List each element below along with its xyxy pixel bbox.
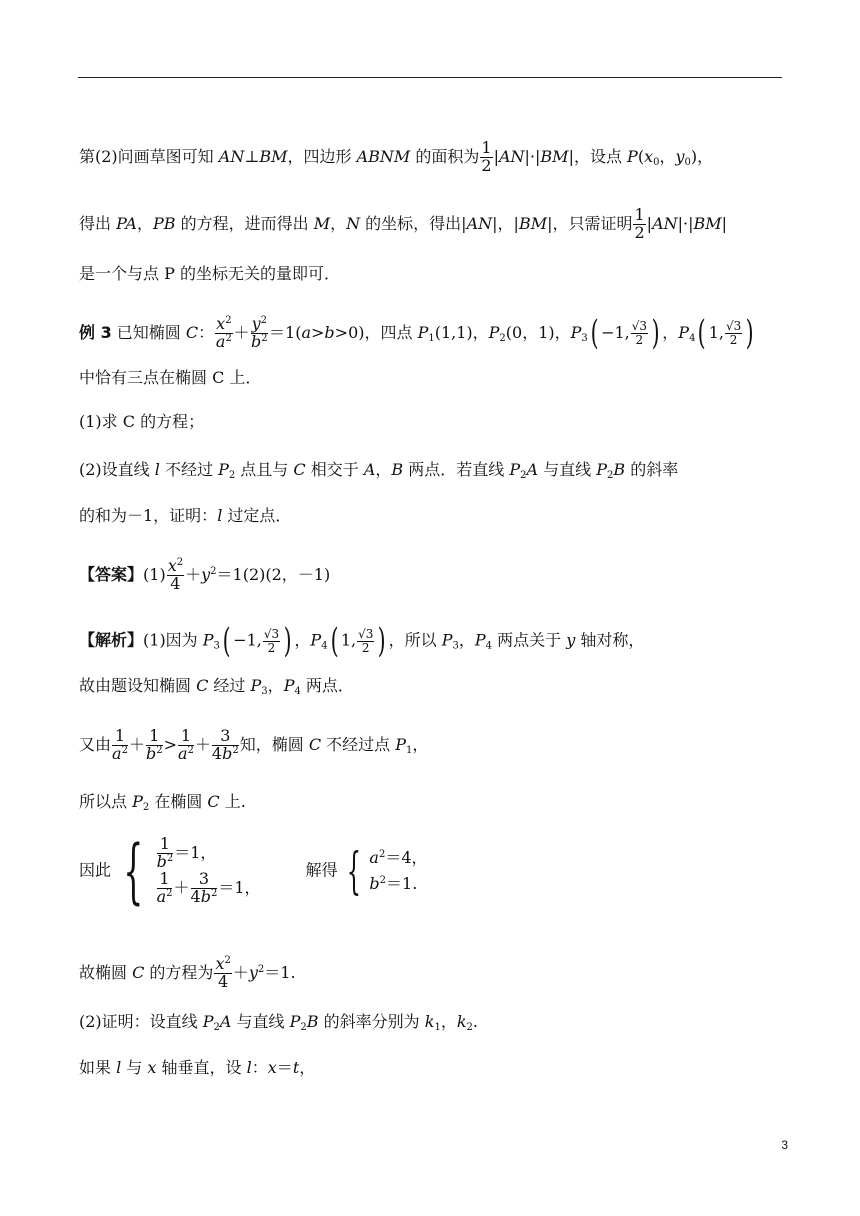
para1-line1: 第(2)问画草图可知 AN⊥BM，四边形 ABNM 的面积为 $\frac{1}{2}$ |AN|·|BM|，设点 $P(x_0$，$y_0$)， bbox=[79, 138, 714, 175]
example3-q2-line1: (2)设直线 l 不经过 $P_2$ 点且与 C 相交于 A，B 两点．若直线 $P_2A$ 与直线 $P_2B$ 的斜率 bbox=[79, 460, 679, 481]
analysis-line3: 又由 $\frac{1}{a^2}$ ＋ $\frac{1}{b^2}$ > $\frac{1}{a^2}$ ＋ $\frac{3}{4b^2}$ 知，椭圆 C 不经过点 $P_1$， bbox=[79, 726, 429, 763]
header-rule bbox=[78, 77, 782, 78]
analysis-line2: 故由题设知椭圆 C 经过 $P_3$，$P_4$ 两点． bbox=[79, 676, 354, 697]
page-number: 3 bbox=[781, 1138, 788, 1152]
analysis-line6: 故椭圆 C 的方程为 $\frac{x^2}{4}$ $+y^2=1$. bbox=[79, 954, 296, 991]
example3-q1: (1)求 C 的方程； bbox=[79, 412, 205, 431]
analysis-label: 【解析】 bbox=[79, 630, 144, 650]
analysis-line7: (2)证明：设直线 $P_2A$ 与直线 $P_2B$ 的斜率分别为 $k_1$，$k_2$. bbox=[79, 1012, 479, 1033]
para1-line2: 得出 PA，PB 的方程，进而得出 M，N 的坐标，得出|AN|，|BM|，只需证明 $\frac{1}{2}$ |AN|·|BM| bbox=[79, 205, 728, 242]
analysis-line4: 所以点 $P_2$ 在椭圆 C 上. bbox=[79, 792, 246, 813]
example3-line2: 中恰有三点在椭圆 C 上． bbox=[79, 368, 262, 387]
analysis-line8: 如果 l 与 x 轴垂直，设 l：x＝t， bbox=[79, 1058, 316, 1077]
example3-line1: 例 3 已知椭圆 C： $\frac{x^2}{a^2}$ ＋ $\frac{y^2}{b^2}$ ＝1(a>b>0)，四点 $P_1(1,1)$，$P_2(0$，1)，$P_3( -1$, $\frac{√3}{2}$ ) ，$P_4$( 1, $\frac{√3}{2}$ ) bbox=[79, 313, 754, 354]
answer-line: 【答案】(1) $\frac{x^2}{4}$ $+y^2=1(2)(2$，－1) bbox=[79, 556, 331, 593]
para1-line3: 是一个与点 P 的坐标无关的量即可． bbox=[79, 264, 340, 283]
answer-label: 【答案】 bbox=[79, 564, 144, 584]
example3-q2-line2: 的和为－1，证明：l 过定点． bbox=[79, 506, 292, 525]
analysis-line1: 【解析】(1)因为 $P_3( -1$, $\frac{√3}{2}$ ) ，$P_4$( 1, $\frac{√3}{2}$ ) ，所以 $P_3$，$P_4$ 两点关于 y 轴对称， bbox=[79, 621, 645, 661]
example-label: 例 3 bbox=[79, 322, 112, 342]
analysis-line5: 因此 { $\frac{1}{b^2}$ ＝1， $\frac{1}{a^2}$ ＋ $\frac{3}{4b^2}$ ＝1， 解得 { $a^2=4$， $b^2=1$. bbox=[79, 830, 428, 912]
